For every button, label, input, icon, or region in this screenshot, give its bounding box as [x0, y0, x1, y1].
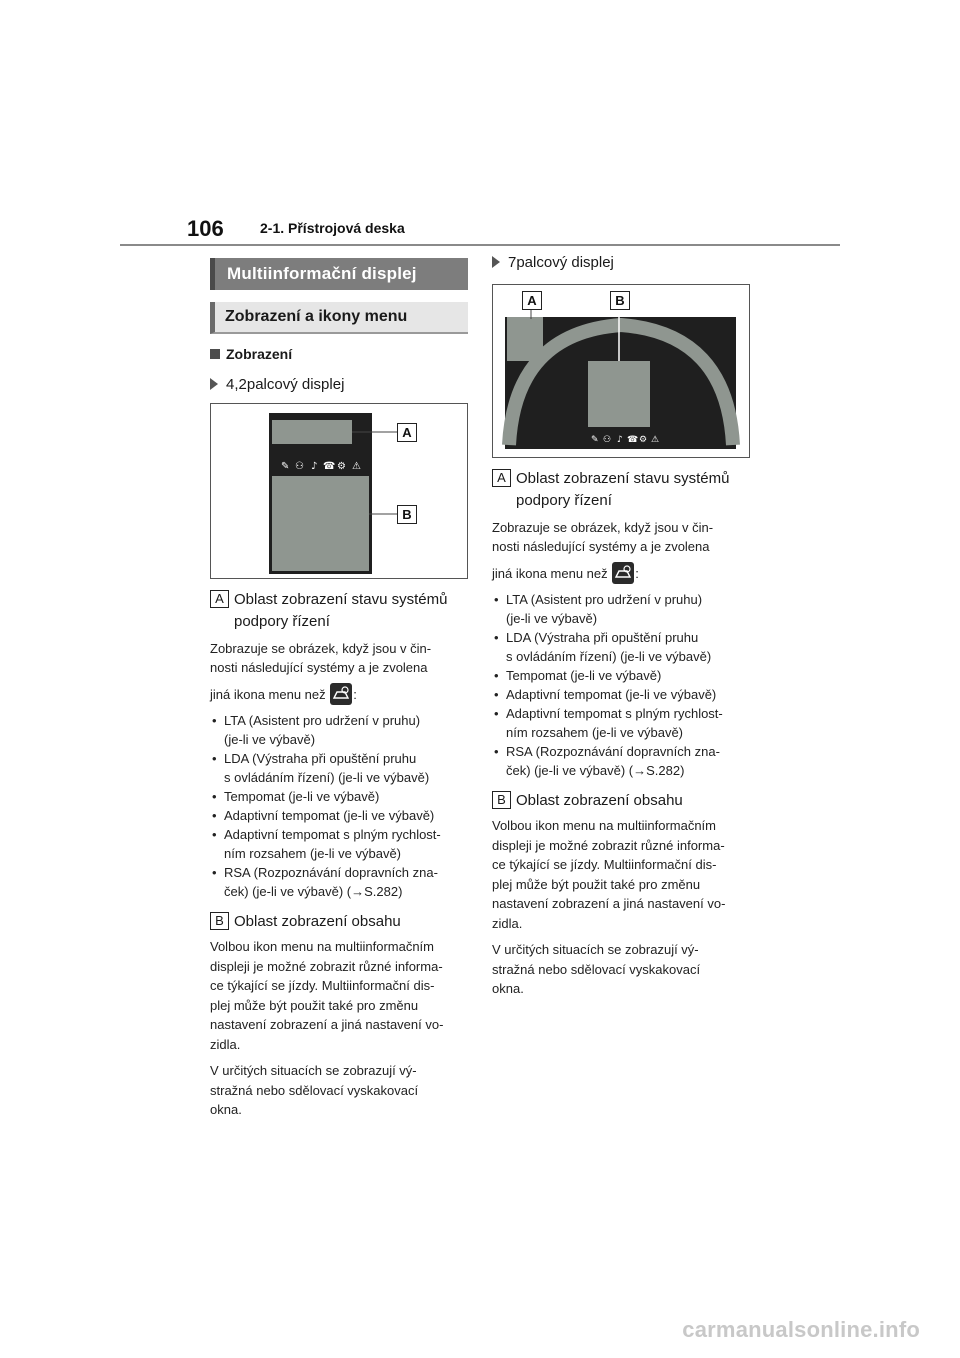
car-assist-icon: ⚇ — [603, 435, 612, 445]
eco-icon: ✎ — [591, 435, 599, 445]
list-item: • LTA (Asistent pro udržení v pruhu) (je-li ve výbavě) — [492, 590, 750, 628]
item-a-desc — [492, 518, 750, 556]
list-item: • LDA (Výstraha při opuštění pruhu s ovládáním řízení) (je-li ve výbavě) — [210, 749, 468, 787]
list-item: • Adaptivní tempomat (je-li ve výbavě) — [492, 685, 750, 704]
figure-4inch-display — [210, 403, 468, 579]
menu-prefix: jiná ikona menu než — [492, 566, 608, 581]
phone-icon: ☎ — [627, 435, 639, 445]
item-a-bullets — [492, 590, 750, 780]
item-a-menu-line — [492, 562, 750, 586]
heading-main: Multiinformační displej — [210, 258, 468, 290]
item-a-title — [492, 468, 750, 512]
item-a-desc-line1: Zobrazuje se obrázek, když jsou v čin- — [210, 641, 432, 656]
item-a-title-line1: Oblast zobrazení stavu systémů — [516, 470, 730, 487]
item-b-label: B — [210, 912, 229, 930]
figure-label-a: A — [522, 291, 542, 310]
settings-icon: ⚙ — [639, 435, 648, 445]
figure-7inch-display — [492, 284, 750, 458]
item-b-paragraph-2: V určitých situacích se zobrazují vý- stražná nebo sdělovací vyskakovací okna. — [492, 942, 701, 996]
warning-icon: ⚠ — [651, 435, 660, 445]
display-illustration — [211, 404, 467, 576]
item-a-title-line1: Oblast zobrazení stavu systémů — [234, 591, 448, 608]
figure-label-b: B — [397, 505, 417, 524]
eco-icon: ✎ — [281, 461, 290, 472]
section-title: 2-1. Přístrojová deska — [260, 220, 405, 236]
item-b-title-text: Oblast zobrazení obsahu — [234, 913, 401, 930]
item-a-desc-line2: nosti následující systémy a je zvolena — [210, 660, 428, 675]
item-b-title — [210, 911, 468, 933]
triangle-bullet-icon — [492, 256, 500, 268]
list-item: • Adaptivní tempomat s plným rychlost- ním rozsahem (je-li ve výbavě) — [492, 704, 750, 742]
item-b-title-text: Oblast zobrazení obsahu — [516, 792, 683, 809]
left-column — [210, 258, 468, 1120]
item-b-paragraph-1: Volbou ikon menu na multiinformačním displeji je možné zobrazit různé informa- ce týkající se jízdy. Multiinformační dis- plej může být použit také pro změnu nastavení zobrazení a jiná nastavení vo- zidla. — [492, 818, 726, 931]
item-a-desc-line2: nosti následující systémy a je zvolena — [492, 539, 710, 554]
display-illustration — [493, 285, 749, 455]
page-number: 106 — [187, 216, 224, 241]
item-a-desc-line1: Zobrazuje se obrázek, když jsou v čin- — [492, 520, 714, 535]
driving-assist-menu-icon — [612, 562, 634, 584]
variant-text: 7palcový displej — [508, 254, 614, 271]
variant-text: 4,2palcový displej — [226, 376, 345, 393]
square-bullet-icon — [210, 349, 220, 359]
triangle-bullet-icon — [210, 378, 218, 390]
music-icon: ♪ — [617, 435, 623, 445]
car-assist-icon: ⚇ — [295, 461, 304, 472]
variant-4inch — [210, 376, 468, 393]
right-column — [492, 254, 750, 999]
header-rule — [120, 244, 840, 246]
list-item: • RSA (Rozpoznávání dopravních zna- ček) (je-li ve výbavě) (→S.282) — [210, 863, 468, 901]
watermark: carmanualsonline.info — [682, 1317, 920, 1342]
item-a-label: A — [492, 469, 511, 487]
list-item: • RSA (Rozpoznávání dopravních zna- ček) (je-li ve výbavě) (→S.282) — [492, 742, 750, 780]
menu-suffix: : — [353, 687, 357, 702]
phone-icon: ☎ — [323, 461, 336, 472]
driving-assist-menu-icon — [330, 683, 352, 705]
item-b-label: B — [492, 791, 511, 809]
item-a-desc — [210, 639, 468, 677]
list-item: • Tempomat (je-li ve výbavě) — [210, 787, 468, 806]
list-item: • LDA (Výstraha při opuštění pruhu s ovládáním řízení) (je-li ve výbavě) — [492, 628, 750, 666]
subhead — [210, 346, 468, 362]
list-item: • Adaptivní tempomat (je-li ve výbavě) — [210, 806, 468, 825]
figure-label-a: A — [397, 423, 417, 442]
list-item: • Adaptivní tempomat s plným rychlost- ním rozsahem (je-li ve výbavě) — [210, 825, 468, 863]
figure-label-b: B — [610, 291, 630, 310]
item-a-title — [210, 589, 468, 633]
item-b-paragraph-2: V určitých situacích se zobrazují vý- stražná nebo sdělovací vyskakovací okna. — [210, 1063, 419, 1117]
menu-suffix: : — [635, 566, 639, 581]
settings-icon: ⚙ — [337, 461, 346, 472]
list-item: • LTA (Asistent pro udržení v pruhu) (je-li ve výbavě) — [210, 711, 468, 749]
item-b-title — [492, 790, 750, 812]
variant-7inch — [492, 254, 750, 271]
item-a-label: A — [210, 590, 229, 608]
heading-sub: Zobrazení a ikony menu — [210, 302, 468, 334]
item-a-title-line2: podpory řízení — [516, 492, 612, 509]
item-b-paragraph-1: Volbou ikon menu na multiinformačním displeji je možné zobrazit různé informa- ce týkající se jízdy. Multiinformační dis- plej může být použit také pro změnu nastavení zobrazení a jiná nastavení vo- zidla. — [210, 939, 444, 1052]
menu-prefix: jiná ikona menu než — [210, 687, 326, 702]
subhead-text: Zobrazení — [226, 346, 293, 362]
item-a-title-line2: podpory řízení — [234, 613, 330, 630]
item-a-bullets — [210, 711, 468, 901]
warning-icon: ⚠ — [352, 461, 361, 472]
list-item: • Tempomat (je-li ve výbavě) — [492, 666, 750, 685]
music-icon: ♪ — [311, 461, 318, 472]
item-a-menu-line — [210, 683, 468, 707]
